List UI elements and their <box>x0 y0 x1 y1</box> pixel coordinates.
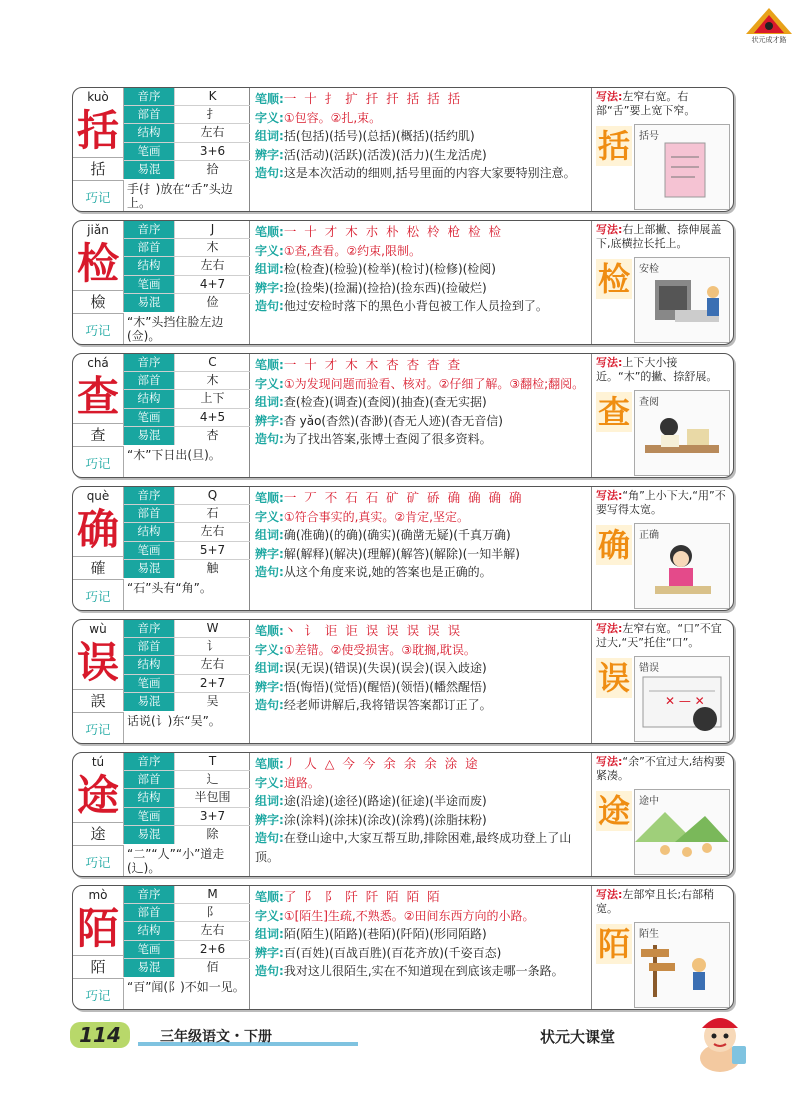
label-distinguish: 辨字: <box>255 280 284 295</box>
tip-text: “石”头有“角”。 <box>127 581 212 595</box>
structure: 左右 <box>174 523 250 540</box>
label-order: 音序 <box>124 221 174 238</box>
writing-panel <box>591 88 734 211</box>
sample-character: 误 <box>597 659 630 697</box>
label-radical: 部首 <box>124 904 174 921</box>
label-stroke-order: 笔顺: <box>255 624 284 638</box>
label-words: 组词: <box>255 661 284 676</box>
writing-tip: 上下大小接近。“木”的撇、捺舒展。 <box>596 356 718 383</box>
label-distinguish: 辨字: <box>255 679 284 694</box>
label-order: 音序 <box>124 753 174 770</box>
label-words: 组词: <box>255 927 284 942</box>
illustration-caption: 错误 <box>639 663 659 674</box>
sample-character: 检 <box>597 260 630 298</box>
main-character: 括 <box>76 106 119 155</box>
meaning: ①差错。②使受损害。③耽搁,耽误。 <box>283 642 476 657</box>
distinguish-examples: 捡(捡柴)(捡漏)(捡拾)(捡东西)(捡破烂) <box>283 280 487 295</box>
structure: 上下 <box>174 390 250 407</box>
tip-text: “二”“人”“小”道走(辶)。 <box>127 847 225 875</box>
structure: 左右 <box>174 257 250 274</box>
mascot-icon <box>690 1008 750 1074</box>
label-distinguish: 辨字: <box>255 413 284 428</box>
tip-text: 手(扌)放在“舌”头边上。 <box>127 182 233 210</box>
label-words: 组词: <box>255 395 284 410</box>
traditional-character: 檢 <box>73 290 123 314</box>
confusable-char: 拾 <box>174 161 250 179</box>
main-character: 查 <box>76 372 119 421</box>
meaning: ①符合事实的,真实。②肯定,坚定。 <box>283 509 469 524</box>
main-character: 确 <box>76 505 119 554</box>
radical: 辶 <box>174 771 250 788</box>
label-stroke-order: 笔顺: <box>255 92 284 106</box>
radical: 扌 <box>174 106 250 123</box>
char-details <box>249 620 591 743</box>
book-title: 三年级语文・下册 <box>160 1029 272 1045</box>
logo-caption: 状元成才路 <box>751 36 787 44</box>
example-sentence: 他过安检时落下的黑色小背包被工作人员捡到了。 <box>283 299 548 314</box>
traditional-character: 誤 <box>73 689 123 713</box>
label-sentence: 造句: <box>255 831 284 846</box>
writing-tip: 左部窄且长;右部稍宽。 <box>596 888 715 915</box>
label-stroke-order: 笔顺: <box>255 890 284 904</box>
char-attributes <box>123 88 250 179</box>
char-attributes <box>123 487 250 578</box>
label-tip: 巧记 <box>73 712 124 744</box>
label-structure: 结构 <box>124 922 174 939</box>
phonetic-order: W <box>174 620 250 637</box>
stroke-order: 了 阝 阝 阡 阡 陌 陌 陌 <box>283 889 442 904</box>
illustration-caption: 陌生 <box>639 929 659 940</box>
label-distinguish: 辨字: <box>255 147 284 162</box>
label-structure: 结构 <box>124 656 174 673</box>
brand-name: 状元大课堂 <box>540 1028 616 1046</box>
char-card-6 <box>72 885 734 1010</box>
sample-character: 括 <box>597 127 630 165</box>
main-character: 途 <box>76 771 119 820</box>
illustration-6-icon <box>635 935 729 1007</box>
char-info-panel <box>73 886 250 1009</box>
char-attributes <box>123 886 250 977</box>
page-number: 114 <box>70 1022 130 1048</box>
memory-tip <box>73 313 249 345</box>
traditional-character: 確 <box>73 556 123 580</box>
writing-tip: 左窄右宽。“口”不宜过大,“天”托住“口”。 <box>596 622 722 649</box>
label-words: 组词: <box>255 129 284 144</box>
char-details <box>249 487 591 610</box>
label-order: 音序 <box>124 487 174 504</box>
label-meaning: 字义: <box>255 642 284 657</box>
word-examples: 确(准确)(的确)(确实)(确凿无疑)(千真万确) <box>283 528 511 543</box>
label-confuse: 易混 <box>124 294 174 312</box>
word-examples: 括(包括)(括号)(总括)(概括)(括约肌) <box>283 129 475 144</box>
word-examples: 检(检查)(检验)(检举)(检讨)(检修)(检阅) <box>283 262 496 277</box>
writing-note <box>596 622 730 649</box>
tip-text: “百”闻(阝)不如一见。 <box>127 980 245 994</box>
char-details <box>249 221 591 344</box>
char-card-4 <box>72 619 734 744</box>
label-radical: 部首 <box>124 638 174 655</box>
phonetic-order: M <box>174 886 250 903</box>
sample-character: 查 <box>597 393 630 431</box>
writing-note <box>596 356 730 383</box>
label-structure: 结构 <box>124 523 174 540</box>
label-structure: 结构 <box>124 390 174 407</box>
meaning: ①查,查看。②约束,限制。 <box>283 243 421 258</box>
writing-panel <box>591 886 734 1009</box>
label-order: 音序 <box>124 88 174 105</box>
illustration <box>634 124 730 210</box>
radical: 木 <box>174 239 250 256</box>
label-strokes: 笔画 <box>124 409 174 426</box>
label-structure: 结构 <box>124 124 174 141</box>
label-confuse: 易混 <box>124 693 174 711</box>
label-words: 组词: <box>255 794 284 809</box>
radical: 讠 <box>174 638 250 655</box>
label-meaning: 字义: <box>255 110 284 125</box>
distinguish-examples: 悟(悔悟)(觉悟)(醒悟)(领悟)(幡然醒悟) <box>283 679 487 694</box>
illustration-caption: 途中 <box>639 796 659 807</box>
label-tip: 巧记 <box>73 446 124 478</box>
confusable-char: 杏 <box>174 427 250 445</box>
label-writing: 写法: <box>596 755 623 768</box>
memory-tip <box>73 978 249 1010</box>
label-words: 组词: <box>255 528 284 543</box>
word-examples: 陌(陌生)(陌路)(巷陌)(阡陌)(形同陌路) <box>283 927 487 942</box>
char-details <box>249 886 591 1009</box>
pinyin: jiǎn <box>87 223 109 237</box>
distinguish-examples: 解(解释)(解决)(理解)(解答)(解除)(一知半解) <box>283 546 520 561</box>
label-sentence: 造句: <box>255 964 284 979</box>
distinguish-examples: 杳 yǎo(杳然)(杳渺)(杳无人迹)(杳无音信) <box>283 413 503 428</box>
confusable-char: 佰 <box>174 959 250 977</box>
label-tip: 巧记 <box>73 579 124 611</box>
stroke-order: 丿 人 △ 今 今 余 余 余 涂 途 <box>283 756 480 771</box>
label-tip: 巧记 <box>73 180 124 212</box>
label-sentence: 造句: <box>255 698 284 713</box>
writing-tip: 右上部撇、捺伸展盖下,底横拉长托上。 <box>596 223 722 250</box>
logo-emblem-icon <box>742 6 796 36</box>
label-words: 组词: <box>255 262 284 277</box>
label-sentence: 造句: <box>255 299 284 314</box>
sample-character: 陌 <box>597 925 630 963</box>
confusable-char: 触 <box>174 560 250 578</box>
label-confuse: 易混 <box>124 560 174 578</box>
example-sentence: 在登山途中,大家互帮互助,排除困难,最终成功登上了山顶。 <box>255 831 572 864</box>
illustration-caption: 安检 <box>639 264 659 275</box>
pinyin: chá <box>87 356 109 370</box>
structure: 左右 <box>174 922 250 939</box>
char-info-panel <box>73 88 250 211</box>
pinyin: què <box>86 489 110 503</box>
writing-note <box>596 489 730 516</box>
stroke-count: 2+7 <box>174 675 250 692</box>
stroke-count: 3+6 <box>174 143 250 160</box>
label-stroke-order: 笔顺: <box>255 757 284 771</box>
label-stroke-order: 笔顺: <box>255 491 284 505</box>
char-attributes <box>123 753 250 844</box>
label-confuse: 易混 <box>124 826 174 844</box>
pinyin: wù <box>89 622 107 636</box>
illustration <box>634 922 730 1008</box>
main-character: 检 <box>76 239 119 288</box>
radical: 阝 <box>174 904 250 921</box>
label-structure: 结构 <box>124 789 174 806</box>
label-confuse: 易混 <box>124 427 174 445</box>
traditional-character: 陌 <box>73 955 123 979</box>
stroke-count: 4+5 <box>174 409 250 426</box>
writing-panel <box>591 753 734 876</box>
main-character: 陌 <box>76 904 119 953</box>
page-footer <box>70 1022 740 1050</box>
distinguish-examples: 活(活动)(活跃)(活泼)(活力)(生龙活虎) <box>283 147 487 162</box>
example-sentence: 从这个角度来说,她的答案也是正确的。 <box>283 565 492 580</box>
structure: 半包围 <box>174 789 250 806</box>
writing-panel <box>591 487 734 610</box>
illustration-1-icon <box>635 270 729 342</box>
illustration-caption: 正确 <box>639 530 659 541</box>
label-confuse: 易混 <box>124 161 174 179</box>
traditional-character: 查 <box>73 423 123 447</box>
word-examples: 途(沿途)(途径)(路途)(征途)(半途而废) <box>283 794 487 809</box>
illustration-2-icon <box>635 403 729 475</box>
illustration-5-icon <box>635 802 729 874</box>
label-radical: 部首 <box>124 505 174 522</box>
svg-text:✕ — ✕: ✕ — ✕ <box>665 694 705 708</box>
char-card-5 <box>72 752 734 877</box>
label-strokes: 笔画 <box>124 542 174 559</box>
illustration-caption: 查阅 <box>639 397 659 408</box>
label-writing: 写法: <box>596 90 623 103</box>
memory-tip <box>73 446 249 478</box>
stroke-order: 一 丆 不 石 石 矿 矿 硚 确 确 确 确 <box>283 490 524 505</box>
label-radical: 部首 <box>124 239 174 256</box>
label-order: 音序 <box>124 354 174 371</box>
label-strokes: 笔画 <box>124 675 174 692</box>
label-distinguish: 辨字: <box>255 945 284 960</box>
label-tip: 巧记 <box>73 978 124 1010</box>
label-strokes: 笔画 <box>124 143 174 160</box>
stroke-count: 2+6 <box>174 941 250 958</box>
writing-tip: “角”上小下大,“用”不要写得太宽。 <box>596 489 726 516</box>
label-radical: 部首 <box>124 106 174 123</box>
char-info-panel <box>73 354 250 477</box>
label-meaning: 字义: <box>255 509 284 524</box>
word-examples: 误(无误)(错误)(失误)(误会)(误入歧途) <box>283 661 487 676</box>
traditional-character: 括 <box>73 157 123 181</box>
char-info-panel <box>73 753 250 876</box>
illustration-4-icon <box>635 669 729 741</box>
meaning: 道路。 <box>283 775 320 790</box>
example-sentence: 这是本次活动的细则,括号里面的内容大家要特别注意。 <box>283 166 576 181</box>
memory-tip <box>73 579 249 611</box>
tip-text: “木”头挡住脸左边(佥)。 <box>127 315 224 343</box>
label-meaning: 字义: <box>255 908 284 923</box>
char-card-1 <box>72 220 734 345</box>
illustration <box>634 257 730 343</box>
label-meaning: 字义: <box>255 376 284 391</box>
illustration-caption: 括号 <box>639 131 659 142</box>
tip-text: 话说(讠)东“吴”。 <box>127 714 221 728</box>
label-writing: 写法: <box>596 489 623 502</box>
memory-tip <box>73 845 249 877</box>
char-details <box>249 354 591 477</box>
phonetic-order: T <box>174 753 250 770</box>
sample-character: 确 <box>597 526 630 564</box>
radical: 木 <box>174 372 250 389</box>
stroke-count: 5+7 <box>174 542 250 559</box>
label-order: 音序 <box>124 886 174 903</box>
pinyin: tú <box>91 755 105 769</box>
meaning: ①为发现问题而验看、核对。②仔细了解。③翻检;翻阅。 <box>283 376 585 391</box>
example-sentence: 我对这儿很陌生,实在不知道现在到底该走哪一条路。 <box>283 964 564 979</box>
writing-note <box>596 223 730 250</box>
phonetic-order: Q <box>174 487 250 504</box>
label-strokes: 笔画 <box>124 941 174 958</box>
writing-note <box>596 755 730 782</box>
label-strokes: 笔画 <box>124 808 174 825</box>
writing-note <box>596 888 730 915</box>
confusable-char: 俭 <box>174 294 250 312</box>
char-attributes <box>123 620 250 711</box>
label-radical: 部首 <box>124 372 174 389</box>
label-meaning: 字义: <box>255 243 284 258</box>
writing-tip: “余”不宜过大,结构要紧凑。 <box>596 755 726 782</box>
confusable-char: 除 <box>174 826 250 844</box>
label-confuse: 易混 <box>124 959 174 977</box>
label-order: 音序 <box>124 620 174 637</box>
radical: 石 <box>174 505 250 522</box>
char-info-panel <box>73 620 250 743</box>
illustration-3-icon <box>635 536 729 608</box>
publisher-logo <box>742 6 796 48</box>
writing-panel <box>591 354 734 477</box>
memory-tip <box>73 180 249 212</box>
label-meaning: 字义: <box>255 775 284 790</box>
label-sentence: 造句: <box>255 565 284 580</box>
writing-panel <box>591 620 734 743</box>
label-writing: 写法: <box>596 622 623 635</box>
label-stroke-order: 笔顺: <box>255 358 284 372</box>
label-sentence: 造句: <box>255 166 284 181</box>
distinguish-examples: 百(百姓)(百战百胜)(百花齐放)(千姿百态) <box>283 945 502 960</box>
char-card-3 <box>72 486 734 611</box>
stroke-order: 丶 讠 讵 讵 误 误 误 误 误 <box>283 623 463 638</box>
confusable-char: 吴 <box>174 693 250 711</box>
stroke-count: 4+7 <box>174 276 250 293</box>
label-radical: 部首 <box>124 771 174 788</box>
illustration <box>634 523 730 609</box>
label-sentence: 造句: <box>255 432 284 447</box>
illustration-0-icon <box>635 137 729 209</box>
char-attributes <box>123 354 250 445</box>
main-character: 误 <box>76 638 119 687</box>
example-sentence: 经老师讲解后,我将错误答案都订正了。 <box>283 698 492 713</box>
example-sentence: 为了找出答案,张博士查阅了很多资料。 <box>283 432 492 447</box>
structure: 左右 <box>174 124 250 141</box>
label-strokes: 笔画 <box>124 276 174 293</box>
structure: 左右 <box>174 656 250 673</box>
label-writing: 写法: <box>596 356 623 369</box>
char-details <box>249 753 591 876</box>
label-structure: 结构 <box>124 257 174 274</box>
meaning: ①包容。②扎,束。 <box>283 110 382 125</box>
stroke-count: 3+7 <box>174 808 250 825</box>
distinguish-examples: 涂(涂料)(涂抹)(涂改)(涂鸦)(涂脂抹粉) <box>283 812 487 827</box>
word-examples: 查(检查)(调查)(查阅)(抽查)(查无实据) <box>283 395 487 410</box>
char-card-0 <box>72 87 734 212</box>
sample-character: 途 <box>597 792 630 830</box>
phonetic-order: C <box>174 354 250 371</box>
stroke-order: 一 十 才 木 朩 朴 松 柃 枪 检 检 <box>283 224 504 239</box>
writing-panel <box>591 221 734 344</box>
label-stroke-order: 笔顺: <box>255 225 284 239</box>
stroke-order: 一 十 才 木 木 杏 杏 杳 查 <box>283 357 463 372</box>
label-tip: 巧记 <box>73 845 124 877</box>
label-writing: 写法: <box>596 223 623 236</box>
illustration <box>634 390 730 476</box>
writing-note <box>596 90 730 117</box>
pinyin: mò <box>88 888 108 902</box>
pinyin: kuò <box>87 90 109 104</box>
traditional-character: 途 <box>73 822 123 846</box>
stroke-order: 一 十 扌 扩 扦 扦 括 括 括 <box>283 91 463 106</box>
meaning: ①[陌生]生疏,不熟悉。②田间东西方向的小路。 <box>283 908 535 923</box>
char-details <box>249 88 591 211</box>
label-writing: 写法: <box>596 888 623 901</box>
illustration <box>634 656 730 742</box>
char-info-panel <box>73 487 250 610</box>
memory-tip <box>73 712 249 744</box>
char-info-panel <box>73 221 250 344</box>
label-distinguish: 辨字: <box>255 546 284 561</box>
label-distinguish: 辨字: <box>255 812 284 827</box>
tip-text: “木”下日出(旦)。 <box>127 448 221 462</box>
illustration <box>634 789 730 875</box>
writing-tip: 左窄右宽。右部“舌”要上宽下窄。 <box>596 90 696 117</box>
phonetic-order: K <box>174 88 250 105</box>
phonetic-order: J <box>174 221 250 238</box>
label-tip: 巧记 <box>73 313 124 345</box>
char-card-2 <box>72 353 734 478</box>
char-attributes <box>123 221 250 312</box>
